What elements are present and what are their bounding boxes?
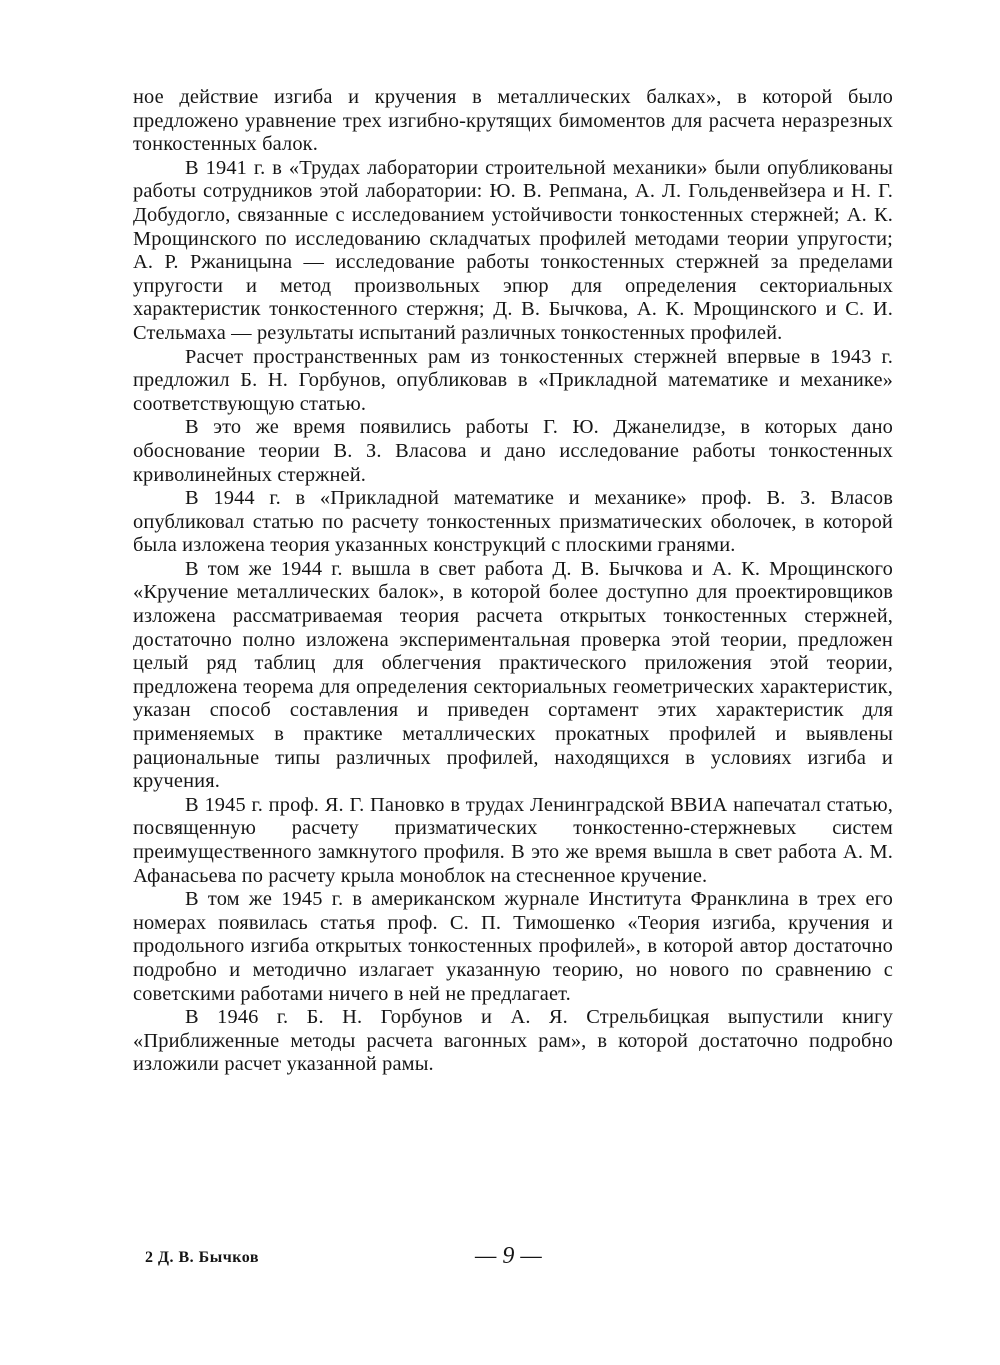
paragraph-1945-panovko: В 1945 г. проф. Я. Г. Пановко в трудах Ленинградской ВВИА напечатал статью, посвященную расчету призматических тонкостенно-стержневых систем преимущественного замкнутого профиля. В это же время вышла в свет работа А. М. Афанасьева по расчету крыла моноблок на стесненное кручение. <box>133 793 893 887</box>
page-footer <box>145 1243 905 1273</box>
paragraph-1941: В 1941 г. в «Трудах лаборатории строительной механики» были опубликованы работы сотрудников этой лаборатории: Ю. В. Репмана, А. Л. Гольденвейзера и Н. Г. Добудогло, связанные с исследованием устойчивости тонкостенных стержней; А. К. Мрощинского по исследованию складчатых профилей методами теории упругости; А. Р. Ржаницына — исследование работы тонкостенных стержней за пределами упругости и метод произвольных эпюр для определения секториальных характеристик тонкостенного стержня; Д. В. Бычкова, А. К. Мрощинского и С. И. Стельмаха — результаты испытаний различных тонкостенных профилей. <box>133 156 893 344</box>
paragraph-1944-bychkov: В том же 1944 г. вышла в свет работа Д. В. Бычкова и А. К. Мрощинского «Кручение металлических балок», в которой более доступно для проектировщиков изложена рассматриваемая теория расчета открытых тонкостенных стержней, достаточно полно изложена экспериментальная проверка этой теории, предложен целый ряд таблиц для облегчения практического приложения этой теории, предложена теорема для определения секториальных геометрических характеристик, указан способ составления и приведен сортамент этих характеристик для применяемых в практике металлических прокатных профилей и выявлены рациональные типы различных профилей, находящихся в условиях изгиба и кручения. <box>133 557 893 793</box>
page-body <box>133 86 893 1077</box>
paragraph-1945-timoshenko: В том же 1945 г. в американском журнале Института Франклина в трех его номерах появилась статья проф. С. П. Тимошенко «Теория изгиба, кручения и продольного изгиба открытых тонкостенных профилей», в которой автор достаточно подробно и методично излагает указанную теорию, но нового по сравнению с советскими работами ничего в ней не предлагает. <box>133 888 893 1005</box>
printer-signature: 2 Д. В. Бычков <box>145 1249 260 1266</box>
page-number: — 9 — <box>475 1243 542 1269</box>
paragraph-dzhanelidze: В это же время появились работы Г. Ю. Джанелидзе, в которых дано обоснование теории В. З. Власова и дано исследование работы тонкостенных криволинейных стержней. <box>133 416 893 486</box>
paragraph-1943: Расчет пространственных рам из тонкостенных стержней впервые в 1943 г. предложил Б. Н. Горбунов, опубликовав в «Прикладной математике и механике» соответствующую статью. <box>133 345 893 415</box>
paragraph-continuation: ное действие изгиба и кручения в металлических балках», в которой было предложено уравнение трех изгибно-крутящих бимоментов для расчета неразрезных тонкостенных балок. <box>133 86 893 156</box>
paragraph-1946-gorbunov: В 1946 г. Б. Н. Горбунов и А. Я. Стрельбицкая выпустили книгу «Приближенные методы расчета вагонных рам», в которой достаточно подробно изложили расчет указанной рамы. <box>133 1006 893 1076</box>
paragraph-1944-vlasov: В 1944 г. в «Прикладной математике и механике» проф. В. З. Власов опубликовал статью по расчету тонкостенных призматических оболочек, в которой была изложена теория указанных конструкций с плоскими гранями. <box>133 487 893 557</box>
